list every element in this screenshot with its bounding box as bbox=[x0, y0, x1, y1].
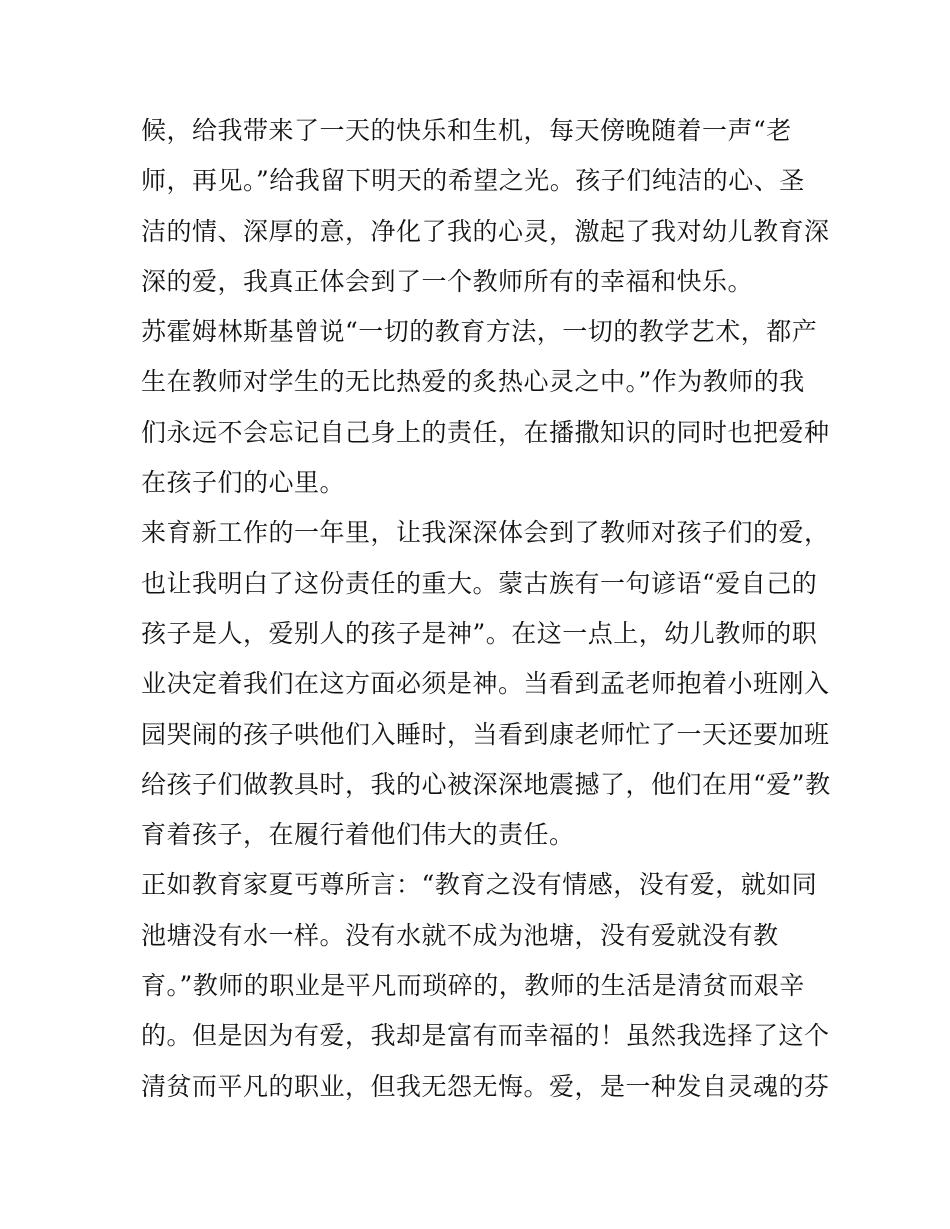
text-line: 苏霍姆林斯基曾说“一切的教育方法，一切的教学艺术，都产 bbox=[141, 317, 818, 347]
text-line: 在孩子们的心里。 bbox=[141, 468, 346, 498]
text-line: 也让我明白了这份责任的重大。蒙古族有一句谚语“爱自己的 bbox=[141, 568, 818, 598]
text-line: 正如教育家夏丐尊所言：“教育之没有情感，没有爱，就如同 bbox=[141, 870, 818, 900]
text-line: 们永远不会忘记自己身上的责任，在播撒知识的同时也把爱种 bbox=[141, 417, 830, 447]
text-line: 深的爱，我真正体会到了一个教师所有的幸福和快乐。 bbox=[141, 266, 754, 296]
text-line: 育着孩子，在履行着他们伟大的责任。 bbox=[141, 820, 575, 850]
text-line: 园哭闹的孩子哄他们入睡时，当看到康老师忙了一天还要加班 bbox=[141, 719, 830, 749]
text-line: 孩子是人，爱别人的孩子是神”。在这一点上，幼儿教师的职 bbox=[141, 618, 818, 648]
text-line: 洁的情、深厚的意，净化了我的心灵，激起了我对幼儿教育深 bbox=[141, 216, 830, 246]
text-line: 池塘没有水一样。没有水就不成为池塘，没有爱就没有教 bbox=[141, 920, 779, 950]
text-line: 业决定着我们在这方面必须是神。当看到孟老师抱着小班刚入 bbox=[141, 669, 830, 699]
text-line: 给孩子们做教具时，我的心被深深地震撼了，他们在用“爱”教 bbox=[141, 769, 831, 799]
text-line: 清贫而平凡的职业，但我无怨无悔。爱，是一种发自灵魂的芬 bbox=[141, 1071, 830, 1101]
text-line: 师，再见。”给我留下明天的希望之光。孩子们纯洁的心、圣 bbox=[141, 166, 805, 196]
body-text bbox=[141, 106, 831, 1112]
text-line: 的。但是因为有爱，我却是富有而幸福的！虽然我选择了这个 bbox=[141, 1021, 830, 1051]
text-line: 育。”教师的职业是平凡而琐碎的，教师的生活是清贫而艰辛 bbox=[141, 971, 805, 1001]
text-line: 生在教师对学生的无比热爱的炙热心灵之中。”作为教师的我 bbox=[141, 367, 805, 397]
text-line: 来育新工作的一年里，让我深深体会到了教师对孩子们的爱， bbox=[141, 518, 830, 548]
text-line: 候，给我带来了一天的快乐和生机，每天傍晚随着一声“老 bbox=[141, 116, 792, 145]
